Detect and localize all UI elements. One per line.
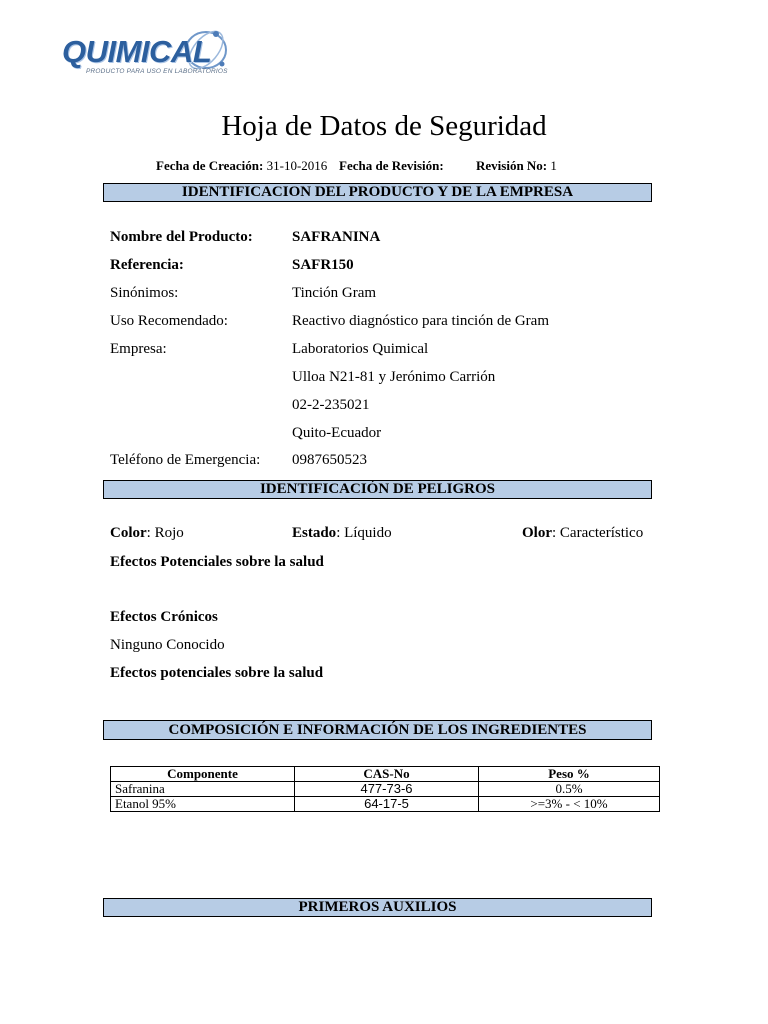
company-label: Empresa: (110, 341, 167, 357)
company-line: Quito-Ecuador (292, 425, 382, 441)
creation-date-label: Fecha de Creación: (156, 158, 264, 173)
state-field (292, 525, 392, 542)
table-header-row (111, 767, 660, 782)
logo-tagline: PRODUCTO PARA USO EN LABORATORIOS (86, 68, 228, 75)
composition-table (110, 766, 660, 812)
document-title: Hoja de Datos de Seguridad (221, 110, 547, 142)
company-line: 02-2-235021 (292, 397, 370, 413)
company-line: Laboratorios Quimical (292, 341, 429, 357)
state-value: : Líquido (336, 525, 392, 541)
revision-date-label: Fecha de Revisión: (339, 158, 444, 173)
synonyms-label: Sinónimos: (110, 285, 179, 301)
table-cell: 477-73-6 (295, 782, 479, 797)
chronic-effects-heading: Efectos Crónicos (110, 609, 218, 625)
recommended-use-value: Reactivo diagnóstico para tinción de Gram (292, 313, 549, 329)
product-name-value: SAFRANINA (292, 229, 381, 245)
section-first-aid-header: PRIMEROS AUXILIOS (103, 898, 652, 917)
chronic-effects-value: Ninguno Conocido (110, 637, 225, 653)
revision-date (339, 158, 444, 174)
odor-label: Olor (522, 525, 552, 541)
potential-effects-heading-2: Efectos potenciales sobre la salud (110, 665, 324, 681)
table-cell: Etanol 95% (111, 797, 295, 812)
table-cell: 0.5% (479, 782, 660, 797)
table-row (111, 797, 660, 812)
company-line: Ulloa N21-81 y Jerónimo Carrión (292, 369, 496, 385)
revision-number-value: 1 (550, 158, 557, 173)
color-label: Color (110, 525, 147, 541)
emergency-phone-label: Teléfono de Emergencia: (110, 452, 261, 468)
section-hazards-header: IDENTIFICACIÓN DE PELIGROS (103, 480, 652, 499)
product-name-label: Nombre del Producto: (110, 229, 253, 245)
table-cell: >=3% - < 10% (479, 797, 660, 812)
section-composition-header: COMPOSICIÓN E INFORMACIÓN DE LOS INGREDIENTES (103, 720, 652, 740)
table-cell: Safranina (111, 782, 295, 797)
table-cell: 64-17-5 (295, 797, 479, 812)
odor-field (522, 525, 643, 542)
emergency-phone-value: 0987650523 (292, 452, 367, 468)
column-header: CAS-No (295, 767, 479, 782)
revision-number (476, 158, 557, 174)
logo-wordmark: QUIMICAL (62, 34, 212, 69)
reference-label: Referencia: (110, 257, 184, 273)
creation-date-value: 31-10-2016 (266, 158, 328, 173)
reference-value: SAFR150 (292, 257, 354, 273)
column-header: Peso % (479, 767, 660, 782)
synonyms-value: Tinción Gram (292, 285, 377, 301)
recommended-use-label: Uso Recomendado: (110, 313, 228, 329)
creation-date (156, 158, 327, 174)
section-identification-header: IDENTIFICACION DEL PRODUCTO Y DE LA EMPRESA (103, 183, 652, 202)
potential-effects-heading: Efectos Potenciales sobre la salud (110, 554, 324, 570)
column-header: Componente (111, 767, 295, 782)
odor-value: : Característico (552, 525, 644, 541)
color-field (110, 525, 184, 542)
revision-number-label: Revisión No: (476, 158, 548, 173)
state-label: Estado (292, 525, 337, 541)
color-value: : Rojo (146, 525, 184, 541)
table-row (111, 782, 660, 797)
company-logo (58, 24, 230, 86)
